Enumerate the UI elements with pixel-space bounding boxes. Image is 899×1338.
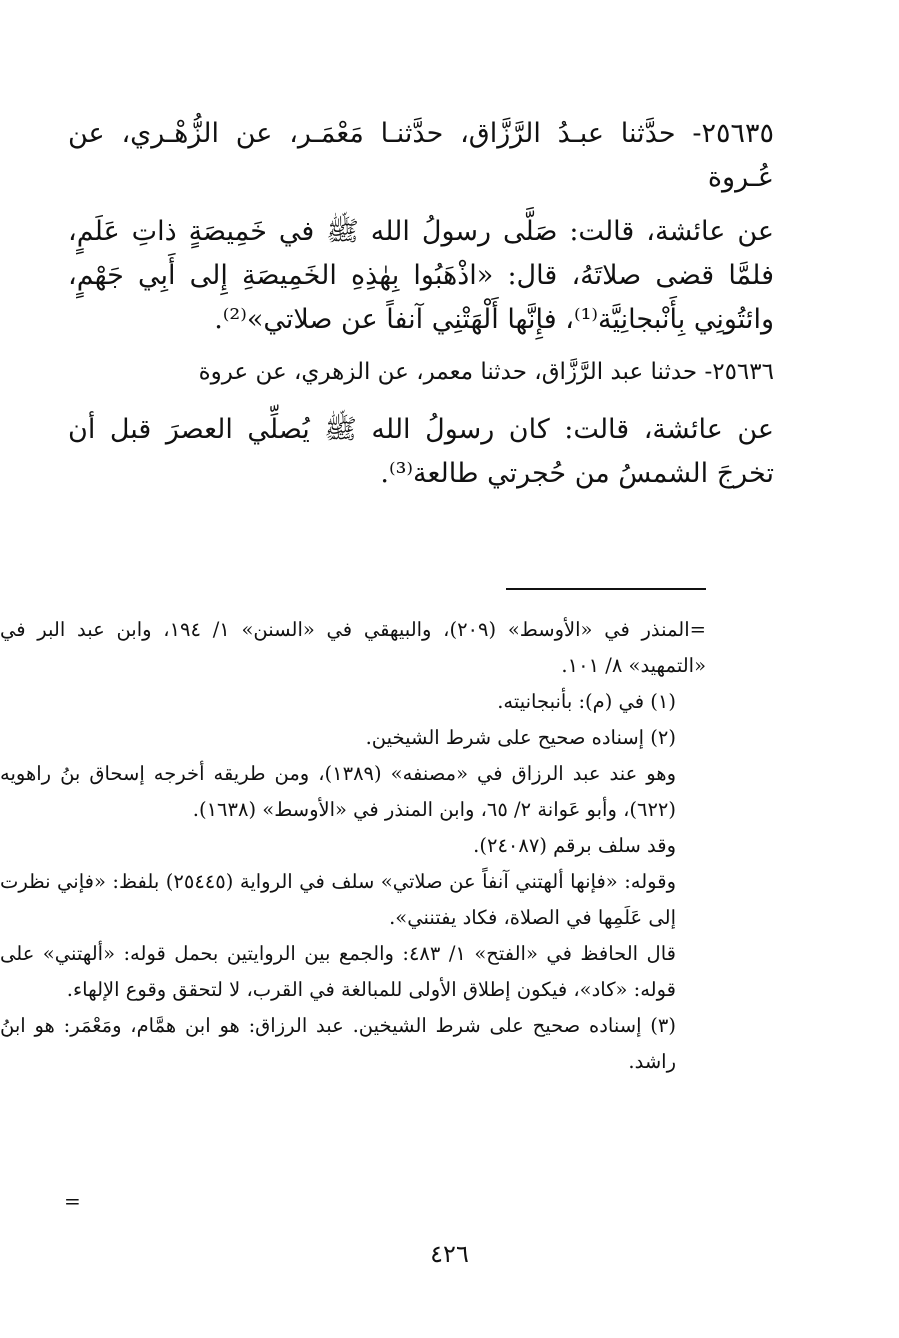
footnote-separator-wrap xyxy=(0,588,706,590)
footnote-continued: =المنذر في «الأوسط» (٢٠٩)، والبيهقي في «السنن» ١/ ١٩٤، وابن عبد البر في «التمهيد» ٨/ ١٠١. xyxy=(0,618,706,677)
continuation-mark: = xyxy=(64,1189,81,1213)
hadith-25635-isnad: ٢٥٦٣٥- حدَّثنا عبـدُ الرَّزَّاق، حدَّثنـا مَعْمَـر، عن الزُّهْـري، عن عُـروة xyxy=(68,118,774,193)
footnote-2-crossref: وقد سلف برقم (٢٤٠٨٧). xyxy=(473,834,676,857)
footnote-1: (١) في (م): بأنبجانيته. xyxy=(497,690,676,713)
footnote-2-hafiz: قال الحافظ في «الفتح» ١/ ٤٨٣: والجمع بين الروايتين بحمل قوله: «ألهتني» على قوله: «كاد»، فيكون إطلاق الأولى للمبالغة في القرب، لا لتحقق وقوع الإلهاء. xyxy=(0,942,676,1001)
footnote-2-wording: وقوله: «فإنها ألهتني آنفاً عن صلاتي» سلف في الرواية (٢٥٤٤٥) بلفظ: «فإني نظرت إلى عَلَمِها في الصلاة، فكاد يفتنني». xyxy=(0,870,676,929)
footnote-2: (٢) إسناده صحيح على شرط الشيخين. xyxy=(365,726,676,749)
footnotes xyxy=(0,612,706,1080)
footnote-3: (٣) إسناده صحيح على شرط الشيخين. عبد الرزاق: هو ابن همَّام، ومَعْمَر: هو ابنُ راشد. xyxy=(0,1014,676,1073)
hadith-25636-isnad: ٢٥٦٣٦- حدثنا عبد الرَّزَّاق، حدثنا معمر، عن الزهري، عن عروة xyxy=(198,359,774,385)
hadith-25636-text: عن عائشة، قالت: كان رسولُ الله ﷺ يُصلِّي العصرَ قبل أن تخرجَ الشمسُ من حُجرتي طالعة⁽³⁾. xyxy=(68,414,774,489)
main-text xyxy=(68,112,774,496)
page-number: ٤٢٦ xyxy=(430,1240,469,1268)
footnote-separator xyxy=(506,588,706,590)
hadith-25635-text: عن عائشة، قالت: صَلَّى رسولُ الله ﷺ في خَمِيصَةٍ ذاتِ عَلَمٍ، فلمَّا قضى صلاتَهُ، قال: «اذْهَبُوا بِهٰذِهِ الخَمِيصَةِ إِلى أَبِي جَهْمٍ، وائتُونِي بِأَنْبجانِيَّة⁽¹⁾، فإِنَّها أَلْهَتْنِي آنفاً عن صلاتي»⁽²⁾. xyxy=(68,216,774,335)
footnote-2-sources: وهو عند عبد الرزاق في «مصنفه» (١٣٨٩)، ومن طريقه أخرجه إسحاق بنُ راهويه (٦٢٢)، وأبو عَوانة ٢/ ٦٥، وابن المنذر في «الأوسط» (١٦٣٨). xyxy=(0,762,676,821)
